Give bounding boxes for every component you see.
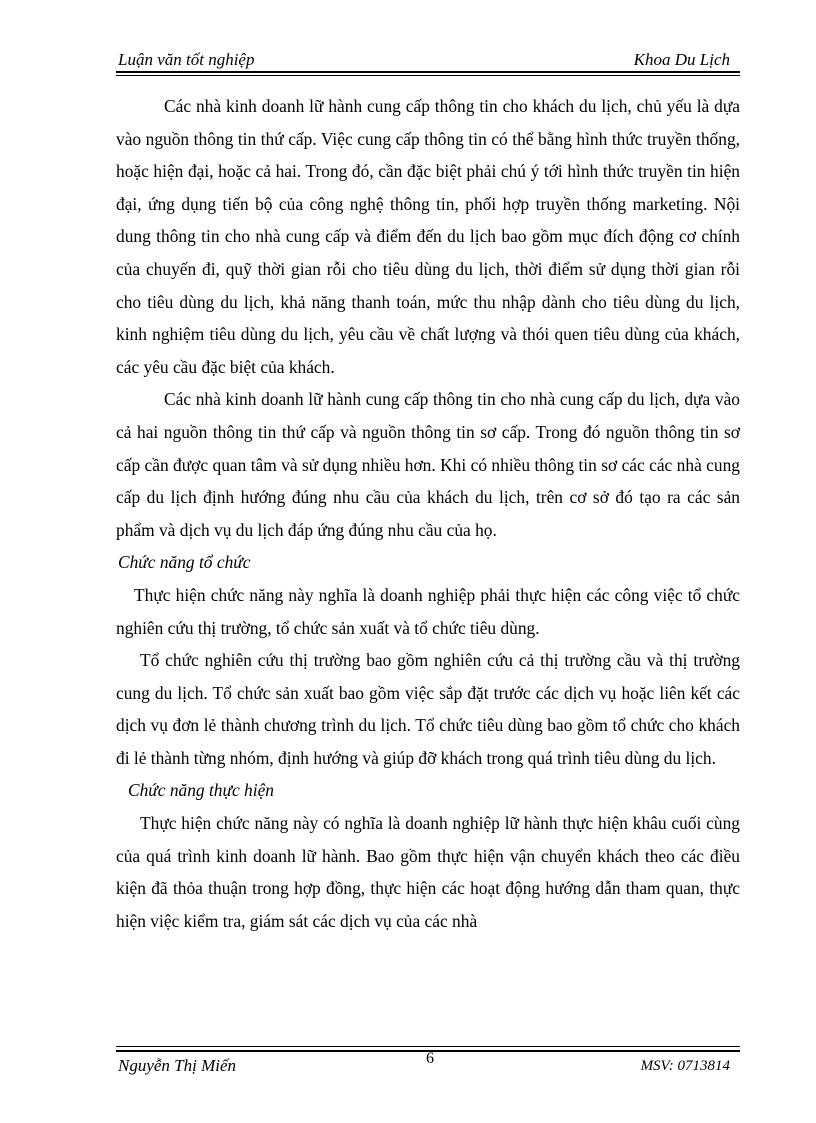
paragraph-organization-detail: Tổ chức nghiên cứu thị trường bao gồm nghiên cứu cả thị trường cầu và thị trường cung du lịch. Tổ chức sản xuất bao gồm việc sắp đặt trước các dịch vụ hoặc liên kết các dịch vụ đơn lẻ thành chương trình du lịch. Tổ chức tiêu dùng bao gồm tổ chức cho khách đi lẻ thành từng nhóm, định hướng và giúp đỡ khách trong quá trình tiêu dùng du lịch. (116, 650, 740, 768)
header-faculty-label: Khoa Du Lịch (633, 50, 730, 69)
header-rule (116, 71, 740, 73)
section-heading-organization: Chức năng tổ chức (118, 552, 251, 573)
footer-author: Nguyễn Thị Miến (118, 1056, 237, 1075)
header-rule-thin (116, 75, 740, 76)
paragraph-info-for-tourists: Các nhà kinh doanh lữ hành cung cấp thông tin cho khách du lịch, chủ yếu là dựa vào nguồn thông tin thứ cấp. Việc cung cấp thông tin có thể bằng hình thức truyền thống, hoặc hiện đại, hoặc cả hai. Trong đó, cần đặc biệt phải chú ý tới hình thức truyền tin hiện đại, ứng dụng tiến bộ của công nghệ thông tin, phối hợp truyền thống marketing. Nội dung thông tin cho nhà cung cấp và điểm đến du lịch bao gồm mục đích động cơ chính của chuyến đi, quỹ thời gian rỗi cho tiêu dùng du lịch, thời điểm sử dụng thời gian rỗi cho tiêu dùng du lịch, khả năng thanh toán, mức thu nhập dành cho tiêu dùng du lịch, kinh nghiệm tiêu dùng du lịch, yêu cầu về chất lượng và thói quen tiêu dùng của khách, các yêu cầu đặc biệt của khách. (116, 96, 740, 377)
header-thesis-label: Luận văn tốt nghiệp (118, 50, 255, 69)
paragraph-implementation: Thực hiện chức năng này có nghĩa là doanh nghiệp lữ hành thực hiện khâu cuối cùng của quá trình kinh doanh lữ hành. Bao gồm thực hiện vận chuyển khách theo các điều kiện đã thỏa thuận trong hợp đồng, thực hiện các hoạt động hướng dẫn tham quan, thực hiện việc kiểm tra, giám sát các dịch vụ của các nhà (116, 813, 740, 931)
page-body (116, 90, 740, 937)
section-heading-implementation: Chức năng thực hiện (128, 780, 274, 801)
paragraph-info-for-suppliers: Các nhà kinh doanh lữ hành cung cấp thông tin cho nhà cung cấp du lịch, dựa vào cả hai nguồn thông tin thứ cấp và nguồn thông tin sơ cấp. Trong đó nguồn thông tin sơ cấp cần được quan tâm và sử dụng nhiều hơn. Khi có nhiều thông tin sơ các các nhà cung cấp du lịch định hướng đúng nhu cầu của khách du lịch, trên cơ sở đó tạo ra các sản phẩm và dịch vụ du lịch đáp ứng đúng nhu cầu của họ. (116, 389, 740, 540)
footer-student-id: MSV: 0713814 (640, 1058, 730, 1074)
paragraph-organization-intro: Thực hiện chức năng này nghĩa là doanh nghiệp phải thực hiện các công việc tổ chức nghiên cứu thị trường, tổ chức sản xuất và tổ chức tiêu dùng. (116, 584, 740, 638)
page-header (116, 44, 740, 72)
footer-rule-thin (116, 1046, 740, 1047)
page-number: 6 (426, 1050, 434, 1067)
page-footer (116, 1046, 740, 1086)
